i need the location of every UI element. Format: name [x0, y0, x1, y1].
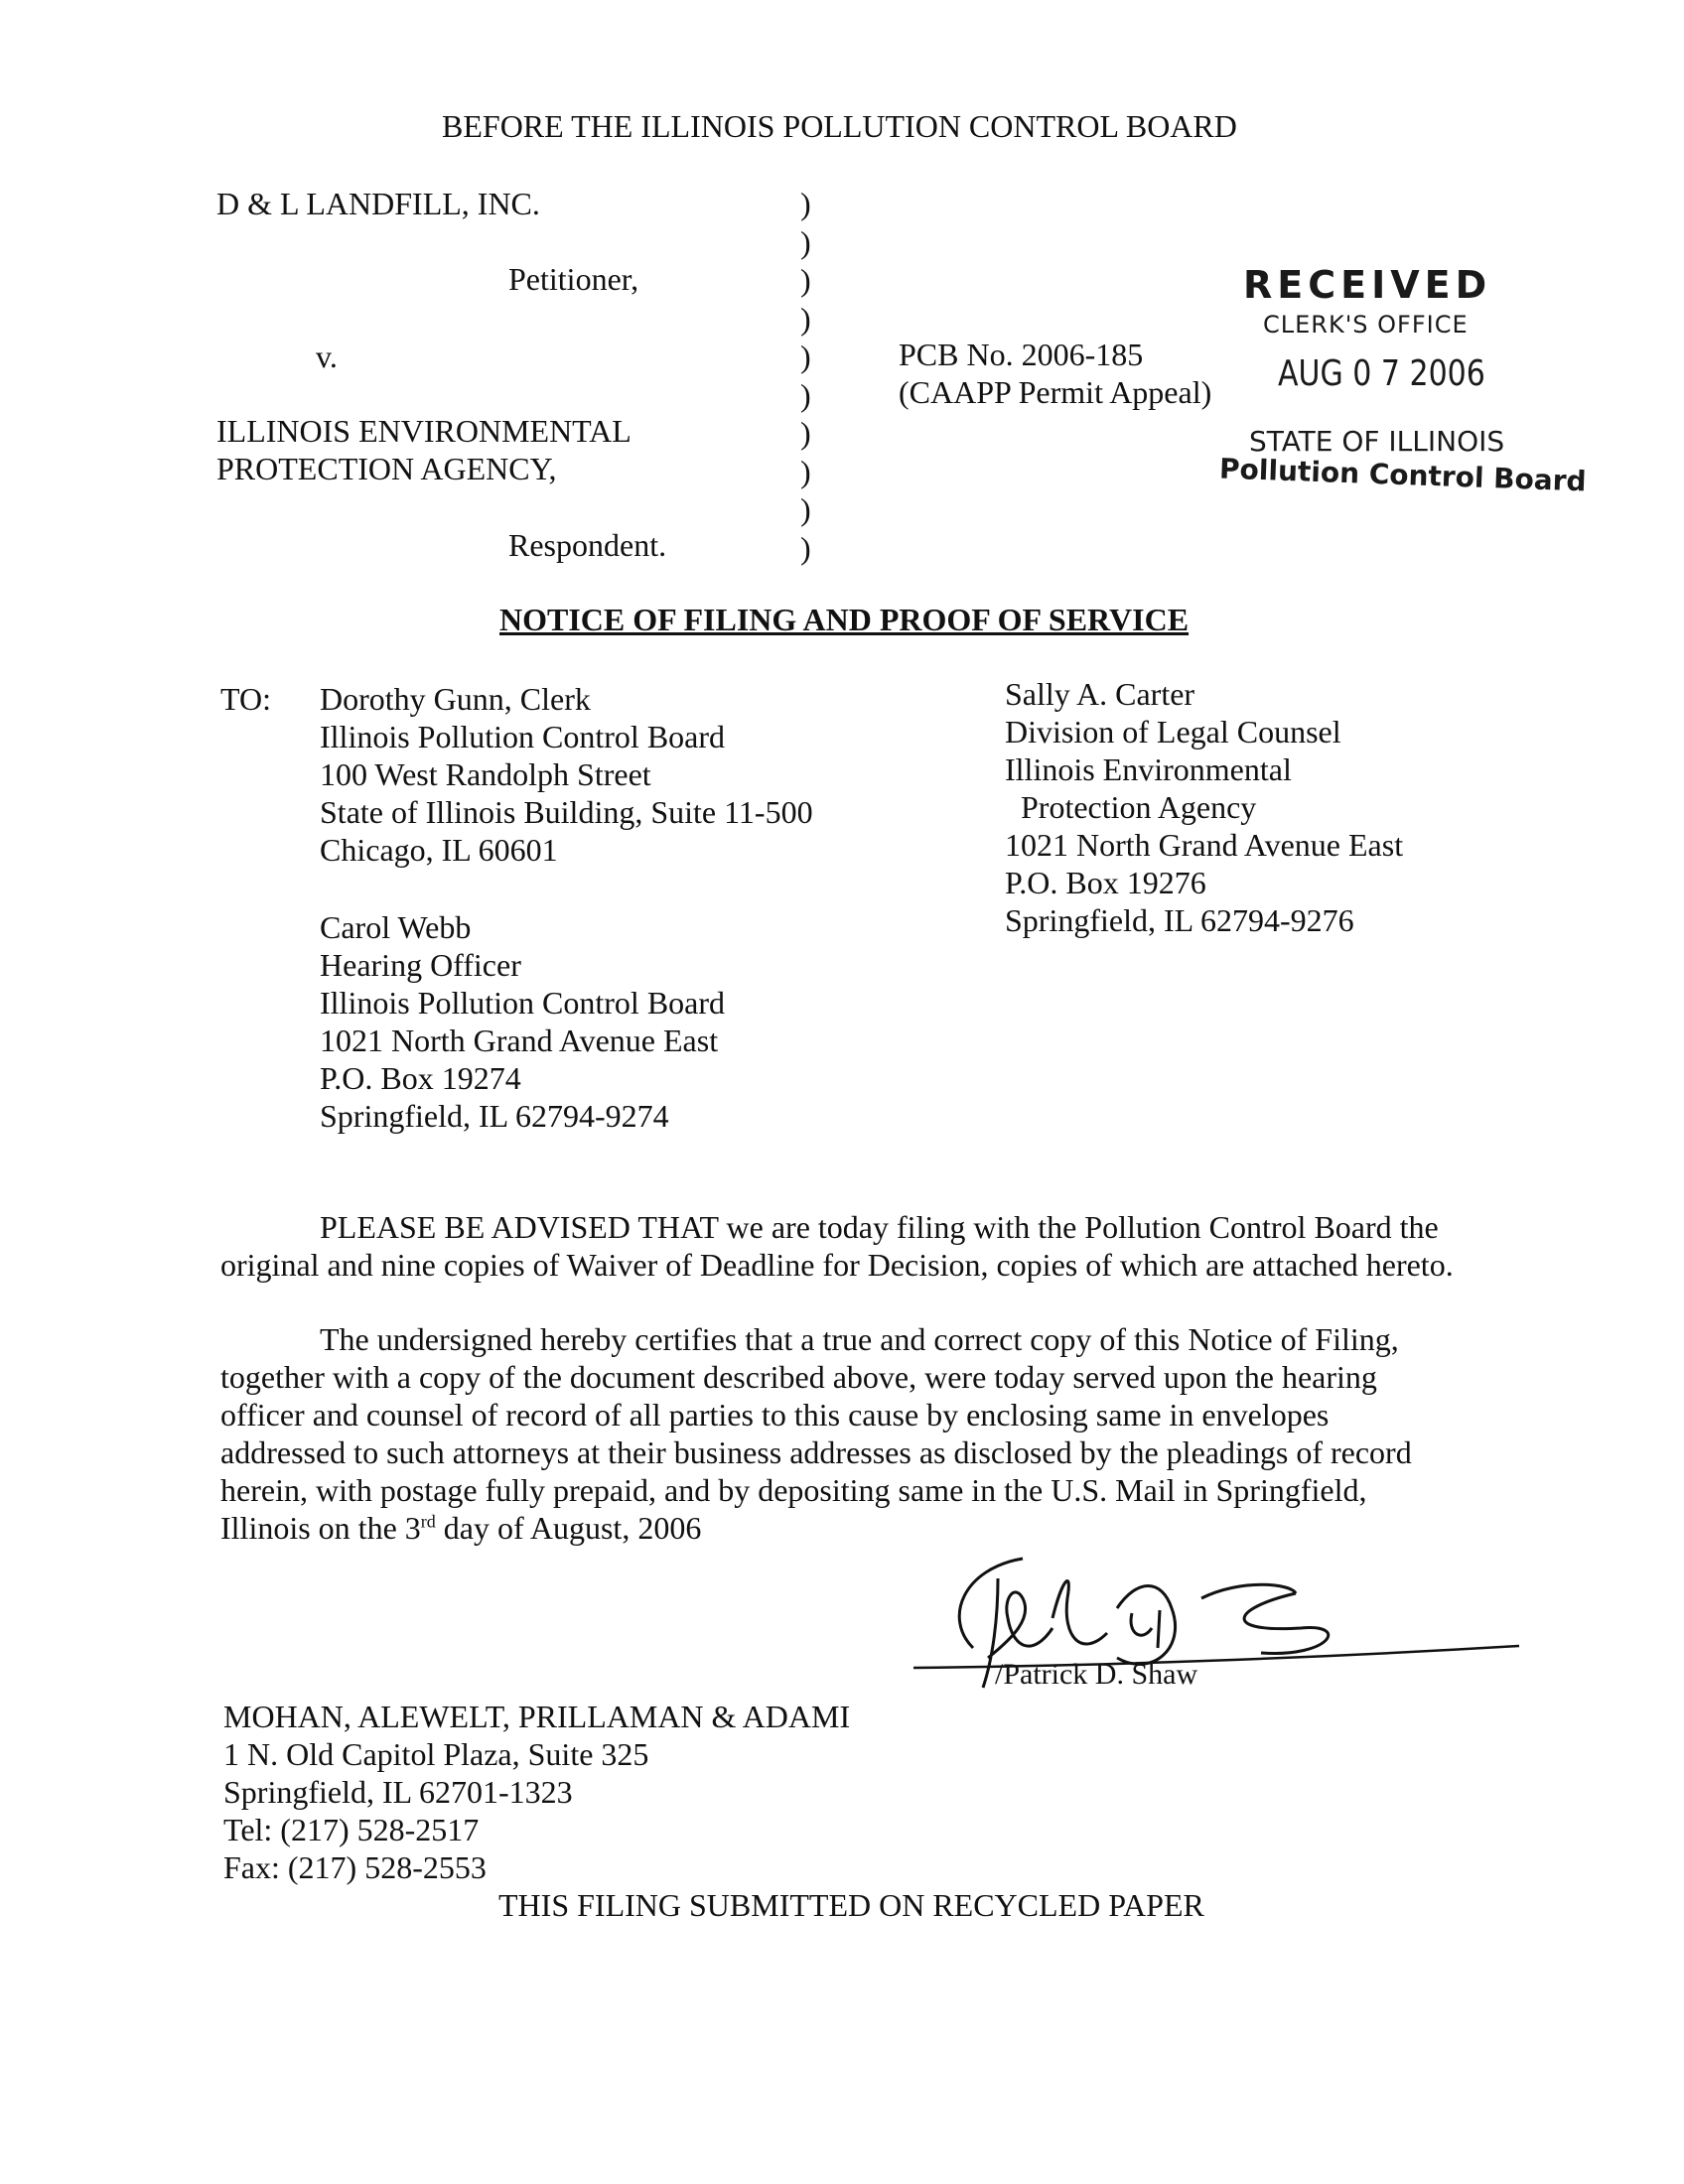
firm-line: 1 N. Old Capitol Plaza, Suite 325	[223, 1736, 649, 1772]
recipient-clerk	[320, 680, 813, 869]
address-line: 100 West Randolph Street	[320, 756, 651, 792]
paren: )	[800, 491, 811, 527]
paren: )	[800, 339, 811, 374]
stamp-board: Pollution Control Board	[1218, 452, 1588, 498]
petitioner-label: Petitioner,	[508, 261, 639, 297]
stamp-office: CLERK'S OFFICE	[1263, 311, 1469, 339]
paren: )	[800, 262, 811, 298]
paragraph-line: herein, with postage fully prepaid, and by depositing same in the U.S. Mail in Springfield,	[220, 1472, 1367, 1508]
paren: )	[800, 529, 811, 566]
paragraph-line: addressed to such attorneys at their business addresses as disclosed by the pleadings of record	[220, 1434, 1412, 1470]
to-label: TO:	[220, 681, 271, 717]
case-number: PCB No. 2006-185	[899, 337, 1144, 372]
paragraph-line: The undersigned hereby certifies that a true and correct copy of this Notice of Filing,	[320, 1321, 1399, 1357]
address-line: 1021 North Grand Avenue East	[320, 1023, 719, 1058]
paren: )	[800, 415, 811, 451]
footer-note: THIS FILING SUBMITTED ON RECYCLED PAPER	[498, 1887, 1204, 1923]
recipient-hearing-officer	[320, 908, 725, 1135]
paragraph-line: PLEASE BE ADVISED THAT we are today filing with the Pollution Control Board the	[320, 1209, 1439, 1245]
versus: v.	[316, 339, 338, 374]
firm-line: Fax: (217) 528-2553	[223, 1849, 487, 1885]
firm-line: MOHAN, ALEWELT, PRILLAMAN & ADAMI	[223, 1699, 851, 1734]
paren: )	[800, 453, 811, 489]
advisement-paragraph	[220, 1208, 1511, 1284]
paren: )	[800, 223, 811, 260]
firm-block	[223, 1698, 850, 1886]
case-type: (CAAPP Permit Appeal)	[899, 374, 1212, 410]
address-line: State of Illinois Building, Suite 11-500	[320, 794, 813, 830]
paragraph-line: Illinois on the 3rd day of August, 2006	[220, 1510, 702, 1546]
paragraph-line: together with a copy of the document described above, were today served upon the hearing	[220, 1359, 1377, 1395]
paragraph-line: original and nine copies of Waiver of Deadline for Decision, copies of which are attached hereto.	[220, 1247, 1454, 1283]
address-line: Carol Webb	[320, 909, 472, 945]
caption-parens	[800, 185, 820, 567]
respondent-label: Respondent.	[508, 527, 667, 563]
petitioner-name: D & L LANDFILL, INC.	[216, 186, 540, 221]
address-line: Dorothy Gunn, Clerk	[320, 681, 591, 717]
certification-paragraph	[220, 1320, 1511, 1547]
court-heading: BEFORE THE ILLINOIS POLLUTION CONTROL BOARD	[442, 108, 1237, 144]
paragraph-line: officer and counsel of record of all parties to this cause by enclosing same in envelopes	[220, 1397, 1330, 1433]
stamp-state: STATE OF ILLINOIS	[1249, 425, 1505, 458]
signatory-name: /Patrick D. Shaw	[995, 1658, 1198, 1691]
stamp-date: AUG 0 7 2006	[1278, 352, 1485, 395]
paren: )	[800, 186, 811, 221]
paren: )	[800, 376, 811, 413]
notice-title: NOTICE OF FILING AND PROOF OF SERVICE	[499, 602, 1190, 637]
address-line: 1021 North Grand Avenue East	[1005, 827, 1404, 863]
address-line: Illinois Pollution Control Board	[320, 719, 726, 754]
stamp-received: RECEIVED	[1243, 263, 1492, 307]
address-line: Hearing Officer	[320, 947, 521, 983]
address-line: Division of Legal Counsel	[1005, 714, 1341, 750]
address-line: Chicago, IL 60601	[320, 832, 558, 868]
address-line: Illinois Environmental	[1005, 751, 1292, 787]
respondent-name-line2: PROTECTION AGENCY,	[216, 451, 557, 486]
paren: )	[800, 300, 811, 337]
firm-line: Tel: (217) 528-2517	[223, 1812, 480, 1847]
address-line: Protection Agency	[1021, 789, 1257, 825]
address-line: Springfield, IL 62794-9276	[1005, 902, 1354, 938]
address-line: Sally A. Carter	[1005, 676, 1195, 712]
respondent-name-line1: ILLINOIS ENVIRONMENTAL	[216, 413, 632, 449]
recipient-counsel	[1005, 675, 1403, 939]
address-line: Springfield, IL 62794-9274	[320, 1098, 669, 1134]
address-line: P.O. Box 19274	[320, 1060, 521, 1096]
address-line: Illinois Pollution Control Board	[320, 985, 726, 1021]
address-line: P.O. Box 19276	[1005, 865, 1206, 900]
firm-line: Springfield, IL 62701-1323	[223, 1774, 573, 1810]
